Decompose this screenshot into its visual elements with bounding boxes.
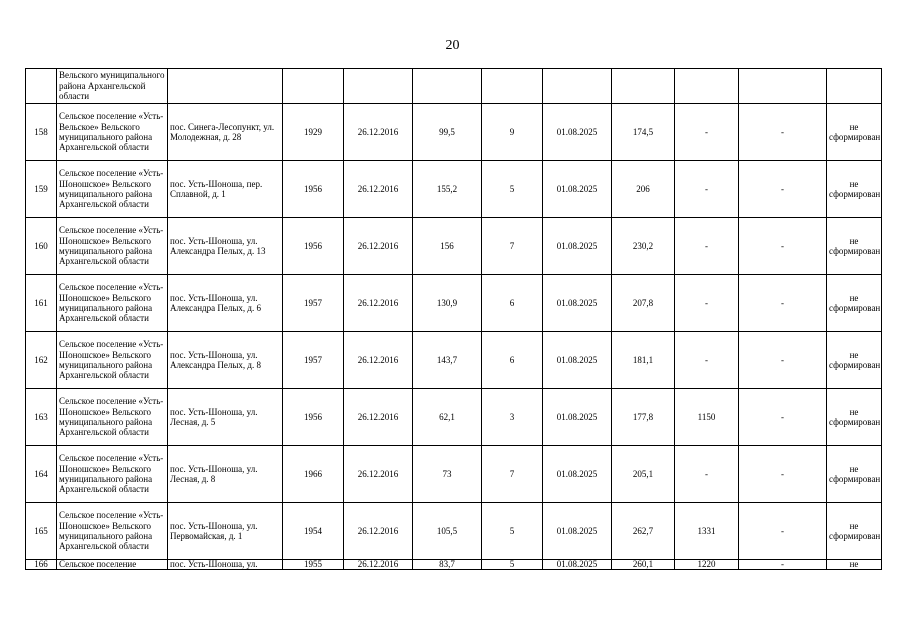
cell-status: не сформирован: [827, 503, 882, 560]
cell-extra: -: [675, 446, 739, 503]
cell-date: 26.12.2016: [344, 218, 413, 275]
cell-settlement: Сельское поселение «Усть-Шоношское» Вельского муниципального района Архангельской области: [57, 446, 168, 503]
cell-deadline: 01.08.2025: [543, 104, 612, 161]
cell-settlement: Сельское поселение «Усть-Шоношское» Вельского муниципального района Архангельской области: [57, 332, 168, 389]
cell-residents: 7: [482, 446, 543, 503]
cell-address: пос. Усть-Шоноша, ул.: [168, 560, 283, 570]
cell-year: 1956: [283, 218, 344, 275]
cell-extra: -: [675, 218, 739, 275]
cell-area: 83,7: [413, 560, 482, 570]
cell-year: 1966: [283, 446, 344, 503]
cell-no: 160: [26, 218, 57, 275]
cell-extra2: -: [739, 503, 827, 560]
cell-extra: 1220: [675, 560, 739, 570]
cell-no: 158: [26, 104, 57, 161]
cell-no: 165: [26, 503, 57, 560]
cell-value: 207,8: [612, 275, 675, 332]
table-row: [26, 104, 882, 161]
cell-status: не сформирован: [827, 446, 882, 503]
cell-area: 155,2: [413, 161, 482, 218]
cell-extra2: -: [739, 161, 827, 218]
cell-date: 26.12.2016: [344, 275, 413, 332]
cell-area: 62,1: [413, 389, 482, 446]
table-row-continued: [26, 69, 882, 104]
cell-deadline: 01.08.2025: [543, 389, 612, 446]
cell-status: не сформирован: [827, 389, 882, 446]
cell-extra2: [739, 69, 827, 104]
cell-extra: [675, 69, 739, 104]
cell-settlement: Сельское поселение «Усть-Шоношское» Вельского муниципального района Архангельской области: [57, 218, 168, 275]
cell-value: 174,5: [612, 104, 675, 161]
cell-status: не сформирован: [827, 218, 882, 275]
cell-value: 206: [612, 161, 675, 218]
cell-area: 130,9: [413, 275, 482, 332]
cell-residents: 9: [482, 104, 543, 161]
cell-address: пос. Усть-Шоноша, ул. Лесная, д. 5: [168, 389, 283, 446]
cell-date: 26.12.2016: [344, 560, 413, 570]
table-row: [26, 560, 882, 570]
cell-area: 156: [413, 218, 482, 275]
cell-extra: -: [675, 161, 739, 218]
cell-deadline: 01.08.2025: [543, 446, 612, 503]
table-body: [26, 69, 882, 570]
cell-extra2: -: [739, 275, 827, 332]
table-row: [26, 389, 882, 446]
cell-year: 1954: [283, 503, 344, 560]
cell-value: 205,1: [612, 446, 675, 503]
cell-settlement: Сельское поселение «Усть-Вельское» Вельского муниципального района Архангельской области: [57, 104, 168, 161]
cell-no: 159: [26, 161, 57, 218]
cell-residents: 5: [482, 503, 543, 560]
cell-residents: 5: [482, 161, 543, 218]
table-row: [26, 161, 882, 218]
cell-residents: 7: [482, 218, 543, 275]
cell-deadline: 01.08.2025: [543, 503, 612, 560]
cell-extra: 1150: [675, 389, 739, 446]
cell-area: [413, 69, 482, 104]
cell-residents: 6: [482, 275, 543, 332]
cell-extra: -: [675, 104, 739, 161]
cell-deadline: 01.08.2025: [543, 218, 612, 275]
cell-deadline: 01.08.2025: [543, 161, 612, 218]
cell-residents: 3: [482, 389, 543, 446]
cell-extra: 1331: [675, 503, 739, 560]
cell-deadline: 01.08.2025: [543, 275, 612, 332]
cell-year: 1929: [283, 104, 344, 161]
table-row: [26, 275, 882, 332]
cell-extra2: -: [739, 560, 827, 570]
cell-address: пос. Усть-Шоноша, ул. Лесная, д. 8: [168, 446, 283, 503]
cell-settlement: Сельское поселение «Усть-Шоношское» Вельского муниципального района Архангельской области: [57, 503, 168, 560]
cell-area: 73: [413, 446, 482, 503]
table-row: [26, 503, 882, 560]
cell-settlement: Сельское поселение «Усть-Шоношское» Вельского муниципального района Архангельской области: [57, 161, 168, 218]
cell-address: пос. Усть-Шоноша, ул. Первомайская, д. 1: [168, 503, 283, 560]
cell-area: 105,5: [413, 503, 482, 560]
cell-date: 26.12.2016: [344, 161, 413, 218]
cell-value: [612, 69, 675, 104]
cell-status: не: [827, 560, 882, 570]
cell-address: пос. Усть-Шоноша, пер. Сплавной, д. 1: [168, 161, 283, 218]
cell-deadline: [543, 69, 612, 104]
table-row: [26, 332, 882, 389]
cell-settlement: Сельское поселение: [57, 560, 168, 570]
cell-date: 26.12.2016: [344, 332, 413, 389]
cell-status: не сформирован: [827, 332, 882, 389]
cell-no: [26, 69, 57, 104]
cell-year: 1957: [283, 275, 344, 332]
cell-value: 230,2: [612, 218, 675, 275]
cell-status: не сформирован: [827, 104, 882, 161]
cell-extra2: -: [739, 389, 827, 446]
cell-value: 177,8: [612, 389, 675, 446]
cell-extra2: -: [739, 104, 827, 161]
cell-deadline: 01.08.2025: [543, 332, 612, 389]
cell-extra2: -: [739, 332, 827, 389]
cell-value: 262,7: [612, 503, 675, 560]
cell-date: 26.12.2016: [344, 389, 413, 446]
housing-registry-table: [25, 68, 882, 570]
cell-area: 143,7: [413, 332, 482, 389]
cell-year: [283, 69, 344, 104]
cell-value: 181,1: [612, 332, 675, 389]
cell-no: 166: [26, 560, 57, 570]
cell-settlement: Сельское поселение «Усть-Шоношское» Вельского муниципального района Архангельской области: [57, 389, 168, 446]
cell-status: не сформирован: [827, 161, 882, 218]
cell-date: 26.12.2016: [344, 503, 413, 560]
cell-address: пос. Усть-Шоноша, ул. Александра Пелых, д. 13: [168, 218, 283, 275]
cell-year: 1955: [283, 560, 344, 570]
cell-no: 161: [26, 275, 57, 332]
cell-area: 99,5: [413, 104, 482, 161]
cell-address: [168, 69, 283, 104]
cell-residents: 5: [482, 560, 543, 570]
cell-extra2: -: [739, 446, 827, 503]
cell-residents: 6: [482, 332, 543, 389]
table-row: [26, 446, 882, 503]
cell-settlement: Вельского муниципального района Архангельской области: [57, 69, 168, 104]
cell-value: 260,1: [612, 560, 675, 570]
cell-address: пос. Синега-Лесопункт, ул. Молодежная, д. 28: [168, 104, 283, 161]
cell-residents: [482, 69, 543, 104]
cell-extra: -: [675, 332, 739, 389]
cell-extra: -: [675, 275, 739, 332]
cell-year: 1956: [283, 389, 344, 446]
cell-status: не сформирован: [827, 275, 882, 332]
table-row: [26, 218, 882, 275]
cell-no: 164: [26, 446, 57, 503]
cell-deadline: 01.08.2025: [543, 560, 612, 570]
cell-date: [344, 69, 413, 104]
cell-settlement: Сельское поселение «Усть-Шоношское» Вельского муниципального района Архангельской области: [57, 275, 168, 332]
cell-no: 162: [26, 332, 57, 389]
cell-address: пос. Усть-Шоноша, ул. Александра Пелых, д. 8: [168, 332, 283, 389]
cell-date: 26.12.2016: [344, 446, 413, 503]
cell-year: 1956: [283, 161, 344, 218]
cell-address: пос. Усть-Шоноша, ул. Александра Пелых, д. 6: [168, 275, 283, 332]
cell-date: 26.12.2016: [344, 104, 413, 161]
cell-extra2: -: [739, 218, 827, 275]
cell-status: [827, 69, 882, 104]
cell-no: 163: [26, 389, 57, 446]
cell-year: 1957: [283, 332, 344, 389]
page-number: 20: [445, 38, 460, 53]
